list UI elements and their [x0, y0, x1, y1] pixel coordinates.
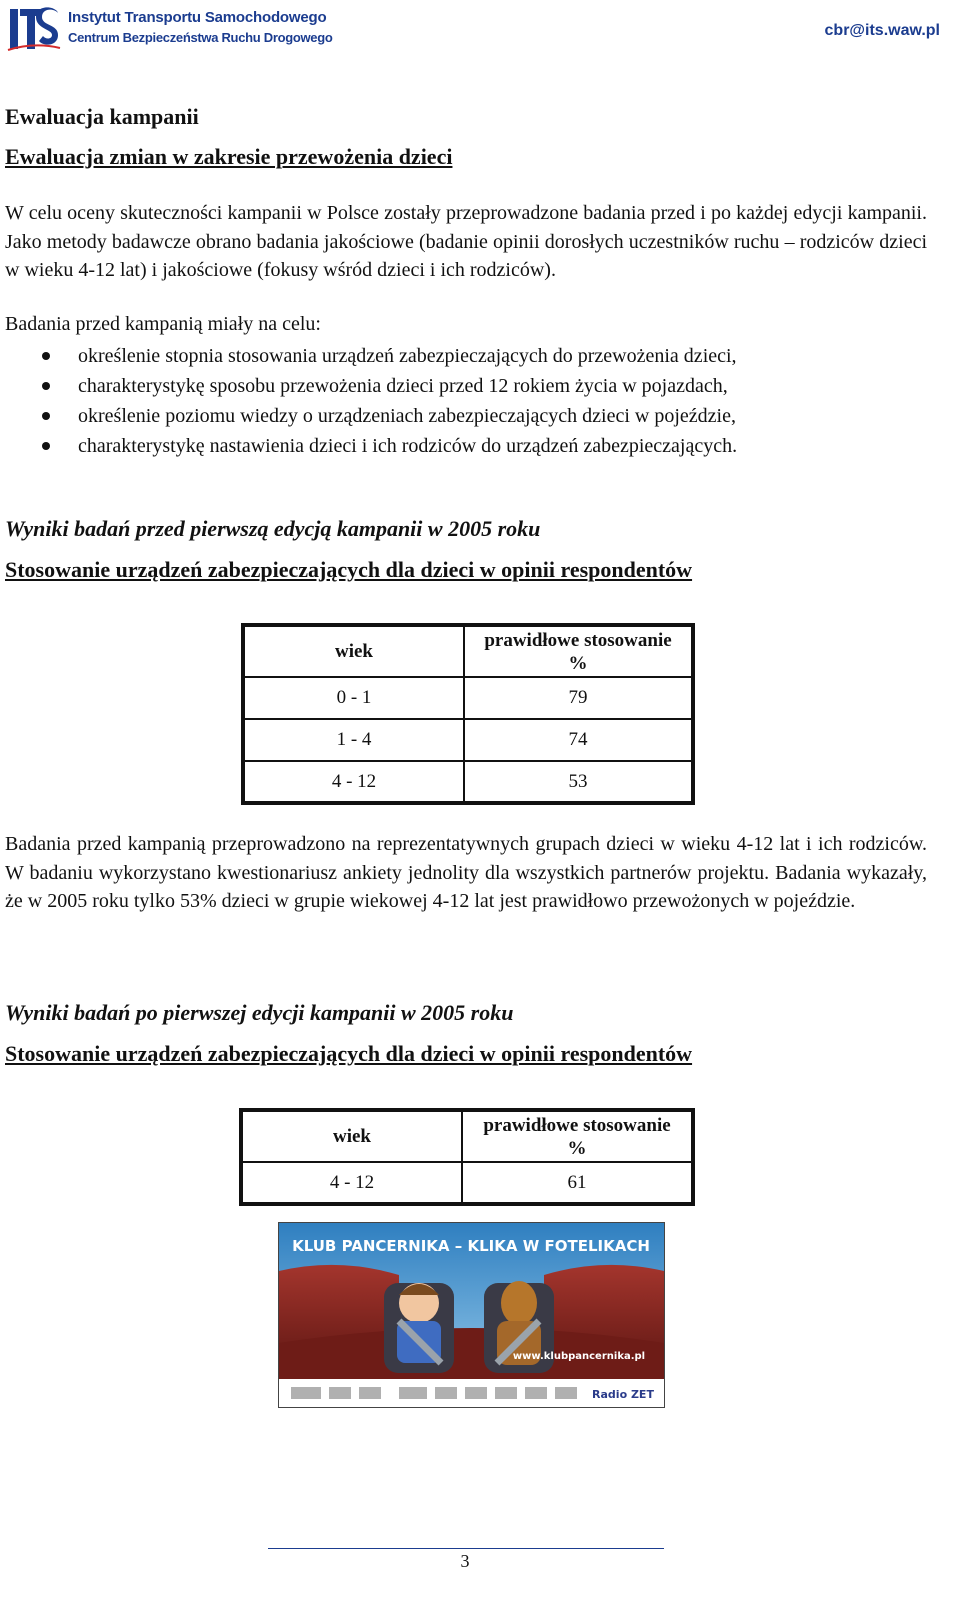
column-header-age: wiek: [243, 625, 464, 677]
table-cell-age: 4 - 12: [241, 1162, 462, 1204]
table-cell-age: 0 - 1: [243, 677, 464, 719]
table-cell-age: 4 - 12: [243, 761, 464, 803]
section-subtitle-evaluation: Ewaluacja zmian w zakresie przewożenia dzieci: [5, 144, 453, 169]
table-cell-value: 53: [464, 761, 693, 803]
section-subtitle-before: Stosowanie urządzeń zabezpieczających dla dzieci w opinii respondentów: [5, 557, 693, 582]
table-row: [241, 1162, 693, 1204]
its-logo-icon: [6, 3, 62, 53]
table-cell-value: 79: [464, 677, 693, 719]
campaign-headline: KLUB PANCERNIKA – KLIKA W FOTELIKACH: [292, 1237, 650, 1255]
campaign-illustration: [279, 1223, 664, 1407]
goals-lead: Badania przed kampanią miały na celu:: [5, 313, 321, 335]
contact-email[interactable]: cbr@its.waw.pl: [824, 22, 940, 39]
table-header-row: [243, 625, 693, 677]
bullet-icon: [42, 382, 50, 390]
table-header-row: [241, 1110, 693, 1162]
armadillo-character-icon: [501, 1281, 537, 1325]
campaign-url: www.klubpancernika.pl: [512, 1351, 646, 1362]
list-item: określenie poziomu wiedzy o urządzeniach zabezpieczających dzieci w pojeździe,: [0, 401, 737, 431]
page-number: 3: [460, 1551, 470, 1571]
bullet-icon: [42, 442, 50, 450]
table-row: [243, 719, 693, 761]
intro-paragraph: W celu oceny skuteczności kampanii w Polsce zostały przeprowadzone badania przed i po każdej edycji kampanii. Jako metody badawcze obrano badania jakościowe (badanie opinii dorosłych uczestników ruchu – rodziców dzieci w wieku 4-12 lat) i jakościowe (fokusy wśród dzieci i ich rodziców).: [5, 202, 927, 281]
table-cell-age: 1 - 4: [243, 719, 464, 761]
footer-divider: [268, 1548, 664, 1549]
table-row: [243, 761, 693, 803]
list-item: określenie stopnia stosowania urządzeń zabezpieczających do przewożenia dzieci,: [0, 341, 737, 371]
bullet-icon: [42, 352, 50, 360]
header-logo: [6, 3, 333, 53]
column-header-usage: prawidłowe stosowanie %: [462, 1110, 693, 1162]
org-subtitle: Centrum Bezpieczeństwa Ruchu Drogowego: [68, 30, 333, 45]
column-header-usage: prawidłowe stosowanie %: [464, 625, 693, 677]
table-row: [243, 677, 693, 719]
section-subtitle-after: Stosowanie urządzeń zabezpieczających dla dzieci w opinii respondentów: [5, 1041, 693, 1066]
bullet-icon: [42, 412, 50, 420]
results-table-before: [241, 623, 695, 805]
results-table-after: [239, 1108, 695, 1206]
list-item: charakterystykę sposobu przewożenia dzieci przed 12 rokiem życia w pojazdach,: [0, 371, 737, 401]
sponsor-radio-logo: Radio ZET: [592, 1388, 654, 1401]
summary-paragraph: Badania przed kampanią przeprowadzono na reprezentatywnych grupach dzieci w wieku 4-12 lat i ich rodziców. W badaniu wykorzystano kwestionariusz ankiety jednolity dla wszystkich partnerów projektu. Badania wykazały, że w 2005 roku tylko 53% dzieci w grupie wiekowej 4-12 lat jest prawidłowo przewożonych w pojeździe.: [5, 833, 927, 912]
section-title-before: Wyniki badań przed pierwszą edycją kampanii w 2005 roku: [5, 516, 541, 541]
table-cell-value: 74: [464, 719, 693, 761]
goals-list: [0, 341, 737, 461]
section-title-after: Wyniki badań po pierwszej edycji kampanii w 2005 roku: [5, 1000, 514, 1025]
section-title-evaluation: Ewaluacja kampanii: [5, 104, 199, 129]
table-cell-value: 61: [462, 1162, 693, 1204]
column-header-age: wiek: [241, 1110, 462, 1162]
org-name: Instytut Transportu Samochodowego: [68, 9, 327, 26]
campaign-poster-image: [278, 1222, 665, 1408]
list-item: charakterystykę nastawienia dzieci i ich rodziców do urządzeń zabezpieczających.: [0, 431, 737, 461]
